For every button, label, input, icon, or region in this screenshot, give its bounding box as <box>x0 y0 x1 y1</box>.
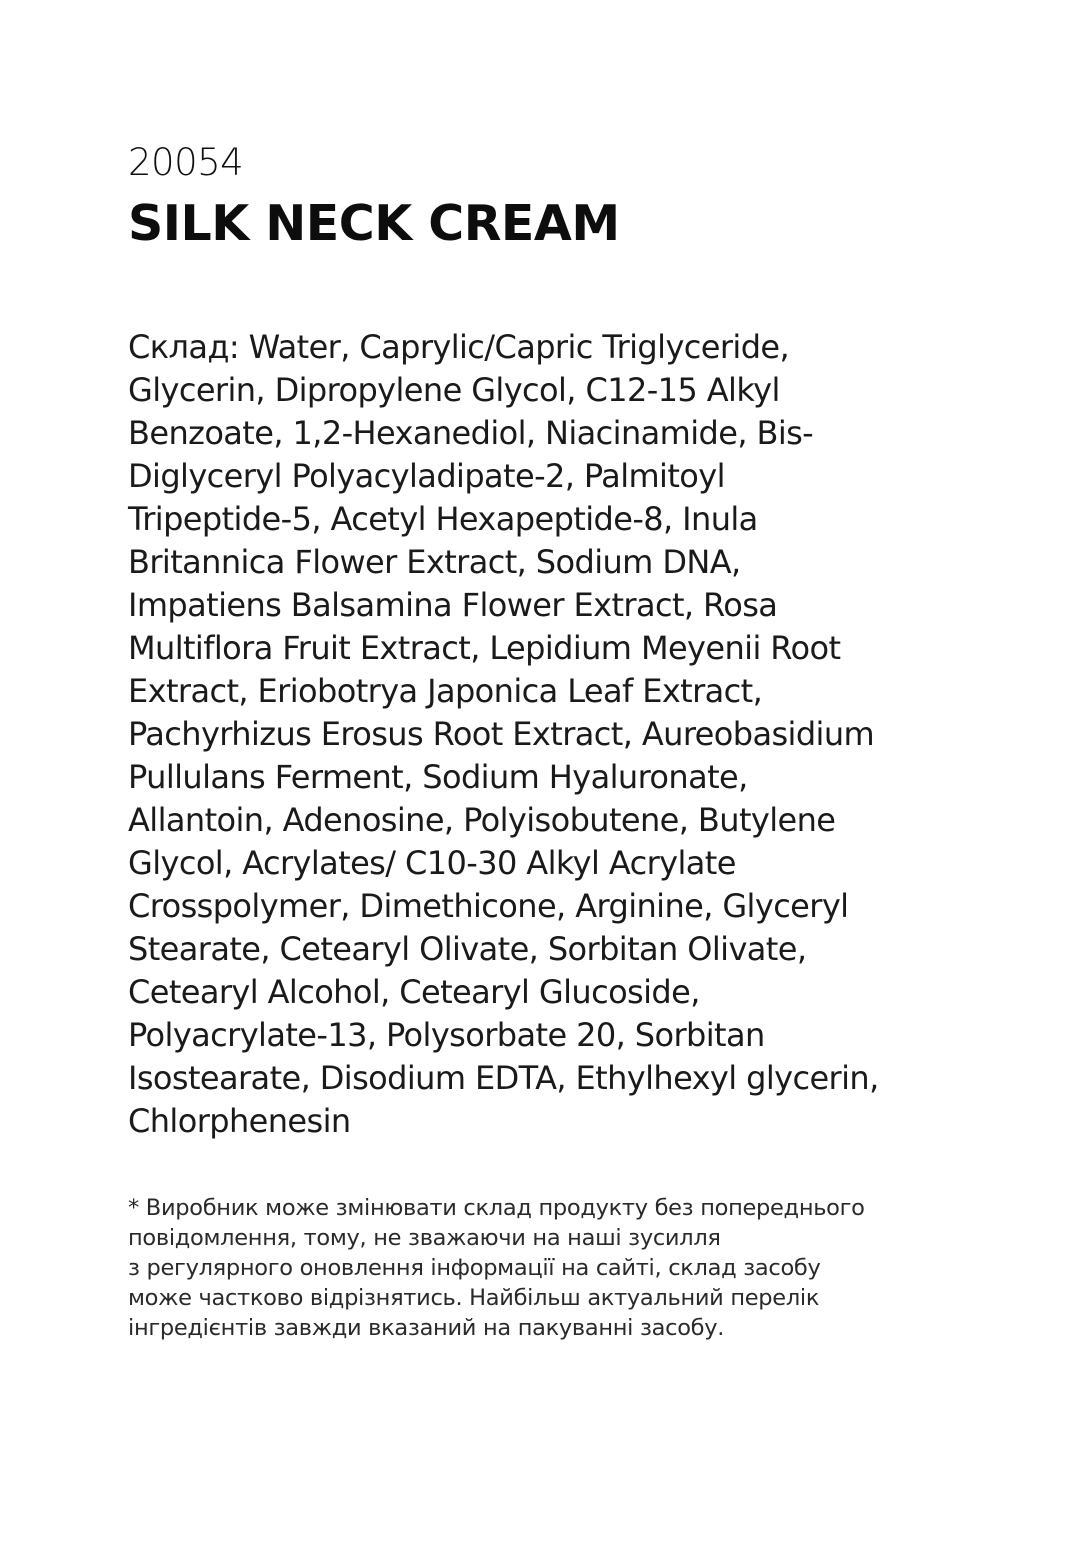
product-code: 20054 <box>128 141 244 184</box>
ingredients-list: Склад: Water, Caprylic/Capric Triglyceride, Glycerin, Dipropylene Glycol, C12-15 Alkyl Benzoate, 1,2-Hexanediol, Niacinamide, Bis- Diglyceryl Polyacyladipate-2, Palmitoyl Tripeptide-5, Acetyl Hexapeptide-8, Inula Britannica Flower Extract, Sodium DNA, Impatiens Balsamina Flower Extract, Rosa Multiflora Fruit Extract, Lepidium Meyenii Root Extract, Eriobotrya Japonica Leaf Extract, Pachyrhizus Erosus Root Extract, Aureobasidium Pullulans Ferment, Sodium Hyaluronate, Allantoin, Adenosine, Polyisobutene, Butylene Glycol, Acrylates/ C10-30 Alkyl Acrylate Crosspolymer, Dimethicone, Arginine, Glyceryl Stearate, Cetearyl Olivate, Sorbitan Olivate, Cetearyl Alcohol, Cetearyl Glucoside, Polyacrylate-13, Polysorbate 20, Sorbitan Isostearate, Disodium EDTA, Ethylhexyl glycerin, Chlorphenesin <box>128 328 879 1140</box>
product-name: SILK NECK CREAM <box>128 195 620 252</box>
product-sheet <box>128 140 978 1343</box>
disclaimer-note: * Виробник може змінювати склад продукту без попереднього повідомлення, тому, не зважаючи на наші зусилля з регулярного оновлення інформації на сайті, склад засобу може частково відрізнятись. Найбільш актуальний перелік інгредієнтів завжди вказаний на пакуванні засобу. <box>128 1195 865 1341</box>
